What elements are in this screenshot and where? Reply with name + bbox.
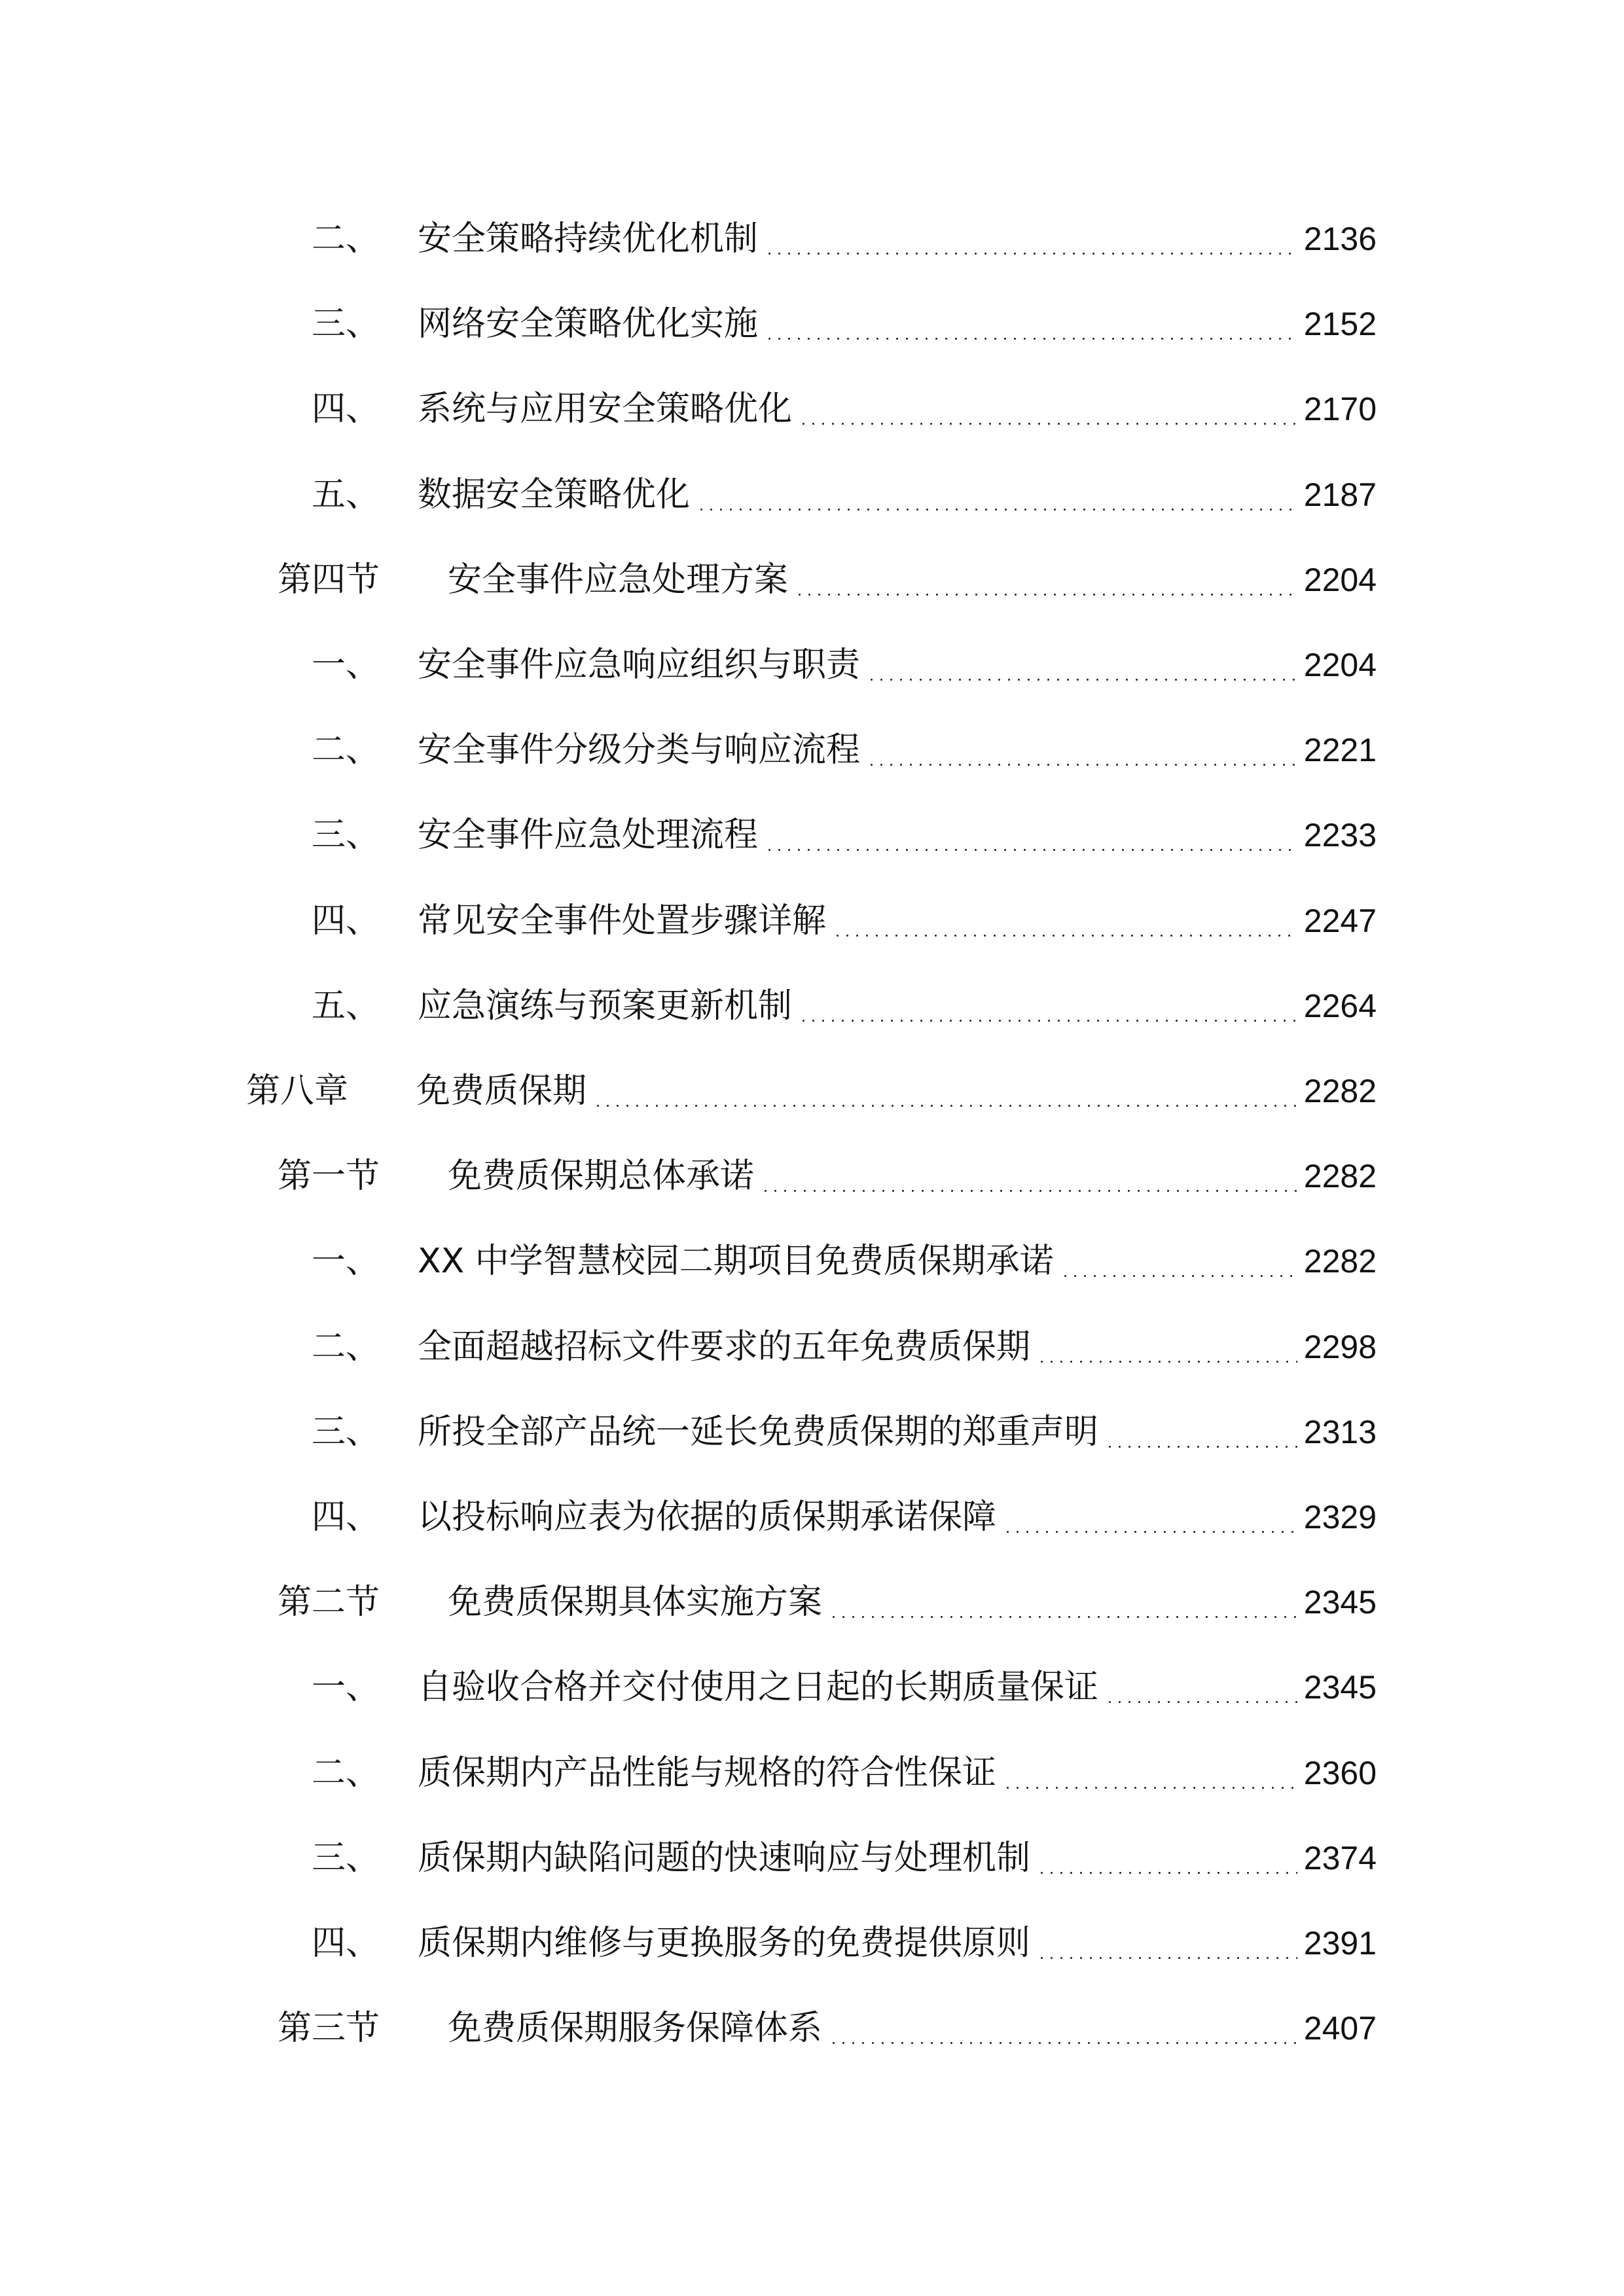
toc-entry-number: 二、: [312, 1753, 380, 1793]
toc-entry-number: 四、: [312, 1924, 380, 1963]
toc-entry-number: 三、: [312, 1839, 380, 1878]
toc-entry-title: XX 中学智慧校园二期项目免费质保期承诺: [418, 1242, 1054, 1281]
toc-entry-page: 2221: [1303, 732, 1377, 768]
toc-entry[interactable]: [0, 1399, 1624, 1465]
dot-leader: [1037, 1361, 1297, 1363]
toc-entry-number: 四、: [312, 389, 380, 429]
toc-entry-title: 全面超越招标文件要求的五年免费质保期: [418, 1327, 1031, 1367]
toc-entry-page: 2247: [1303, 903, 1377, 939]
toc-entry-page: 2345: [1303, 1669, 1377, 1706]
toc-entry[interactable]: [0, 1143, 1624, 1209]
dot-leader: [696, 509, 1297, 511]
toc-entry-page: 2391: [1303, 1925, 1377, 1962]
toc-entry-page: 2204: [1303, 562, 1377, 598]
toc-entry-number: 一、: [312, 1242, 380, 1281]
toc-entry-title: 安全策略持续优化机制: [418, 219, 759, 259]
toc-entry-number: 二、: [312, 1327, 380, 1367]
toc-entry[interactable]: [0, 376, 1624, 442]
toc-entry-number: 四、: [312, 901, 380, 941]
toc-entry-number: 第一节: [278, 1157, 380, 1196]
toc-entry-number: 第三节: [278, 2009, 380, 2048]
toc-entry-title: 安全事件应急响应组织与职责: [418, 645, 861, 685]
dot-leader: [829, 1616, 1297, 1618]
toc-entry[interactable]: [0, 547, 1624, 613]
toc-entry-title: 应急演练与预案更新机制: [418, 986, 793, 1026]
toc-entry-number: 第四节: [278, 560, 380, 600]
toc-entry[interactable]: [0, 1229, 1624, 1294]
toc-entry[interactable]: [0, 632, 1624, 698]
dot-leader: [867, 764, 1297, 766]
toc-entry-title: 安全事件应急处理流程: [418, 816, 759, 855]
toc-entry-page: 2282: [1303, 1243, 1377, 1280]
toc-entry-title: 安全事件应急处理方案: [448, 560, 789, 600]
toc-entry-title: 系统与应用安全策略优化: [418, 389, 793, 429]
dot-leader: [1003, 1531, 1297, 1533]
dot-leader: [1105, 1446, 1297, 1448]
toc-entry-page: 2298: [1303, 1329, 1377, 1365]
toc-entry-page: 2313: [1303, 1414, 1377, 1450]
toc-entry-number: 五、: [312, 475, 380, 514]
toc-entry-title: 网络安全策略优化实施: [418, 304, 759, 344]
toc-entry-title: 免费质保期服务保障体系: [448, 2009, 823, 2048]
toc-entry-page: 2282: [1303, 1158, 1377, 1194]
toc-entry-page: 2204: [1303, 647, 1377, 683]
dot-leader: [795, 594, 1297, 596]
toc-entry[interactable]: [0, 206, 1624, 272]
toc-entry[interactable]: [0, 1910, 1624, 1976]
toc-entry-page: 2152: [1303, 306, 1377, 342]
toc-entry[interactable]: [0, 717, 1624, 783]
dot-leader: [1003, 1787, 1297, 1789]
toc-entry-page: 2345: [1303, 1584, 1377, 1621]
toc-entry-title: 质保期内产品性能与规格的符合性保证: [418, 1753, 997, 1793]
toc-entry-number: 第八章: [246, 1071, 349, 1111]
toc-entry-title: 免费质保期总体承诺: [448, 1157, 755, 1196]
dot-leader: [1105, 1701, 1297, 1703]
toc-entry[interactable]: [0, 802, 1624, 868]
toc-entry-title: 所投全部产品统一延长免费质保期的郑重声明: [418, 1412, 1099, 1452]
dot-leader: [765, 849, 1297, 851]
dot-leader: [765, 253, 1297, 255]
toc-entry[interactable]: [0, 462, 1624, 528]
dot-leader: [867, 679, 1297, 681]
toc-entry[interactable]: [0, 1058, 1624, 1124]
dot-leader: [765, 338, 1297, 340]
toc-entry-number: 二、: [312, 730, 380, 770]
toc-entry-number: 三、: [312, 816, 380, 855]
toc-entry[interactable]: [0, 1996, 1624, 2061]
toc-entry-title: 质保期内缺陷问题的快速响应与处理机制: [418, 1839, 1031, 1878]
toc-entry-title: 自验收合格并交付使用之日起的长期质量保证: [418, 1668, 1099, 1707]
toc-entry[interactable]: [0, 291, 1624, 357]
toc-entry-number: 三、: [312, 1412, 380, 1452]
toc-entry-number: 一、: [312, 645, 380, 685]
dot-leader: [1037, 1872, 1297, 1874]
toc-entry-number: 二、: [312, 219, 380, 259]
dot-leader: [829, 2042, 1297, 2044]
toc-entry-number: 第二节: [278, 1583, 380, 1622]
toc-entry-title: 免费质保期具体实施方案: [448, 1583, 823, 1622]
toc-entry-title: 数据安全策略优化: [418, 475, 691, 514]
toc-entry-page: 2136: [1303, 221, 1377, 257]
toc-entry-page: 2187: [1303, 476, 1377, 513]
dot-leader: [799, 1020, 1297, 1022]
toc-entry-number: 一、: [312, 1668, 380, 1707]
toc-entry[interactable]: [0, 1314, 1624, 1380]
toc-entry[interactable]: [0, 1570, 1624, 1635]
toc-entry-page: 2264: [1303, 988, 1377, 1024]
dot-leader: [799, 423, 1297, 425]
dot-leader: [1060, 1275, 1297, 1277]
toc-entry[interactable]: [0, 1825, 1624, 1891]
toc-entry[interactable]: [0, 1484, 1624, 1550]
toc-entry-title: 免费质保期: [416, 1071, 587, 1111]
toc-entry-page: 2329: [1303, 1499, 1377, 1535]
dot-leader: [1037, 1957, 1297, 1959]
toc-entry-page: 2374: [1303, 1840, 1377, 1876]
dot-leader: [761, 1190, 1297, 1192]
toc-entry-title: 安全事件分级分类与响应流程: [418, 730, 861, 770]
toc-entry[interactable]: [0, 973, 1624, 1039]
dot-leader: [833, 935, 1297, 937]
toc-entry-page: 2407: [1303, 2010, 1377, 2047]
toc-entry-title: 质保期内维修与更换服务的免费提供原则: [418, 1924, 1031, 1963]
toc-entry-title: 以投标响应表为依据的质保期承诺保障: [418, 1498, 997, 1537]
toc-entry-page: 2360: [1303, 1755, 1377, 1791]
dot-leader: [593, 1105, 1297, 1107]
toc-entry[interactable]: [0, 888, 1624, 954]
toc-entry-page: 2282: [1303, 1073, 1377, 1109]
toc-entry-page: 2170: [1303, 391, 1377, 427]
toc-entry-number: 四、: [312, 1498, 380, 1537]
toc-entry[interactable]: [0, 1655, 1624, 1720]
toc-entry[interactable]: [0, 1740, 1624, 1806]
toc-entry-number: 三、: [312, 304, 380, 344]
toc-entry-title: 常见安全事件处置步骤详解: [418, 901, 827, 941]
toc-entry-page: 2233: [1303, 817, 1377, 853]
toc-entry-number: 五、: [312, 986, 380, 1026]
